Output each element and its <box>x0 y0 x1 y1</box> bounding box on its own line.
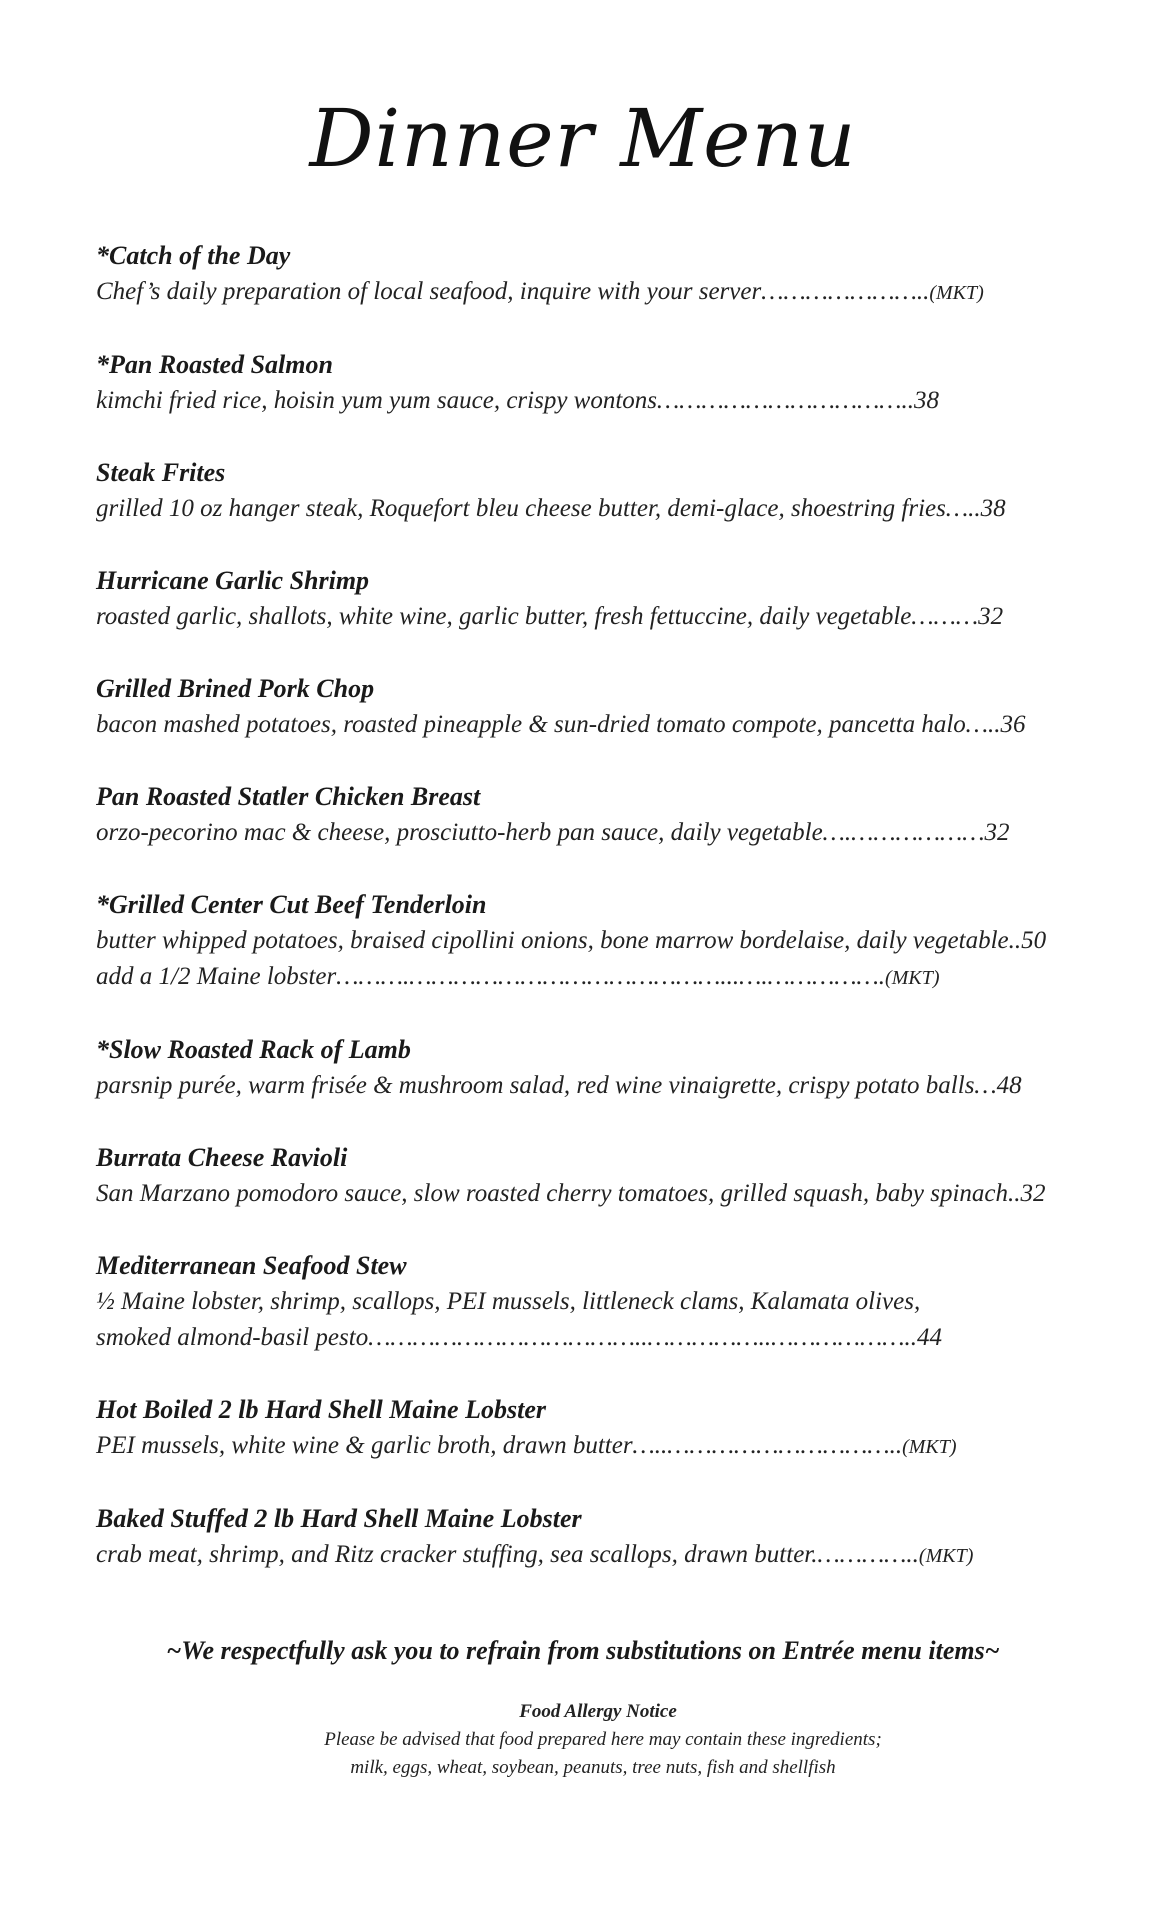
item-description: butter whipped potatoes, braised cipollini onions, bone marrow bordelaise, daily vegetable..50 <box>96 927 1047 954</box>
menu-item-grilled-brined-pork-chop <box>96 671 1106 743</box>
item-name: Grilled Brined Pork Chop <box>96 674 375 703</box>
item-price: (MKT) <box>902 1436 957 1458</box>
item-name: *Grilled Center Cut Beef Tenderloin <box>96 890 487 919</box>
item-description: ½ Maine lobster, shrimp, scallops, PEI mussels, littleneck clams, Kalamata olives, <box>96 1288 921 1315</box>
item-price: (MKT) <box>929 282 984 304</box>
menu-item-burrata-ravioli <box>96 1140 1106 1212</box>
menu-item-rack-of-lamb <box>96 1032 1106 1104</box>
menu-list <box>96 238 1106 1610</box>
menu-item-catch-of-the-day <box>96 238 1106 311</box>
item-name: Burrata Cheese Ravioli <box>96 1143 348 1172</box>
item-description-text: Chef’s daily preparation of local seafood, inquire with your server………………….. <box>96 278 930 305</box>
menu-item-hot-boiled-lobster <box>96 1392 1106 1465</box>
menu-item-hurricane-garlic-shrimp <box>96 563 1106 635</box>
allergy-notice-title: Food Allergy Notice <box>519 1701 677 1722</box>
item-description-text: crab meat, shrimp, and Ritz cracker stuffing, sea scallops, drawn butter.………….. <box>96 1541 919 1568</box>
item-description: roasted garlic, shallots, white wine, garlic butter, fresh fettuccine, daily vegetable………32 <box>96 603 1004 630</box>
allergy-notice-line: Please be advised that food prepared here may contain these ingredients; <box>324 1729 882 1750</box>
item-description: orzo-pecorino mac & cheese, prosciutto-herb pan sauce, daily vegetable….………………32 <box>96 819 1010 846</box>
menu-item-statler-chicken-breast <box>96 779 1106 851</box>
item-description: parsnip purée, warm frisée & mushroom salad, red wine vinaigrette, crispy potato balls…48 <box>96 1072 1022 1099</box>
item-description-continued: smoked almond-basil pesto………………………………..……………..………………..44 <box>96 1324 942 1351</box>
item-add-on <box>96 959 1106 996</box>
menu-item-baked-stuffed-lobster <box>96 1501 1106 1574</box>
item-description: grilled 10 oz hanger steak, Roquefort bleu cheese butter, demi-glace, shoestring fries…..38 <box>96 495 1006 522</box>
item-name: Hurricane Garlic Shrimp <box>96 566 370 595</box>
allergy-notice-line: milk, eggs, wheat, soybean, peanuts, tree nuts, fish and shellfish <box>350 1757 836 1778</box>
item-description: San Marzano pomodoro sauce, slow roasted cherry tomatoes, grilled squash, baby spinach..32 <box>96 1180 1046 1207</box>
item-name: Baked Stuffed 2 lb Hard Shell Maine Lobster <box>96 1504 582 1533</box>
menu-item-beef-tenderloin <box>96 887 1106 996</box>
menu-item-pan-roasted-salmon <box>96 347 1106 419</box>
menu-item-steak-frites <box>96 455 1106 527</box>
item-add-on-text: add a 1/2 Maine lobster……….……………………………………...….……………. <box>96 963 886 990</box>
item-description <box>96 274 1106 311</box>
item-name: Mediterranean Seafood Stew <box>96 1251 407 1280</box>
item-name: Steak Frites <box>96 458 226 487</box>
item-name: *Slow Roasted Rack of Lamb <box>96 1035 411 1064</box>
item-description: kimchi fried rice, hoisin yum yum sauce, crispy wontons……………………………..38 <box>96 387 940 414</box>
item-name: Hot Boiled 2 lb Hard Shell Maine Lobster <box>96 1395 546 1424</box>
item-description <box>96 1428 1106 1465</box>
item-name: *Pan Roasted Salmon <box>96 350 333 379</box>
menu-title: Dinner Menu <box>309 92 857 185</box>
allergy-notice <box>0 1698 1166 1782</box>
item-description: bacon mashed potatoes, roasted pineapple & sun-dried tomato compote, pancetta halo…..36 <box>96 711 1026 738</box>
item-price: (MKT) <box>918 1545 974 1567</box>
item-name: *Catch of the Day <box>96 241 291 270</box>
item-description-text: PEI mussels, white wine & garlic broth, drawn butter…..………………………….. <box>96 1432 903 1459</box>
item-description <box>96 1537 1106 1574</box>
substitution-notice: ~We respectfully ask you to refrain from substitutions on Entrée menu items~ <box>166 1636 1000 1665</box>
item-name: Pan Roasted Statler Chicken Breast <box>96 782 481 811</box>
menu-item-seafood-stew <box>96 1248 1106 1356</box>
item-price: (MKT) <box>885 967 940 989</box>
